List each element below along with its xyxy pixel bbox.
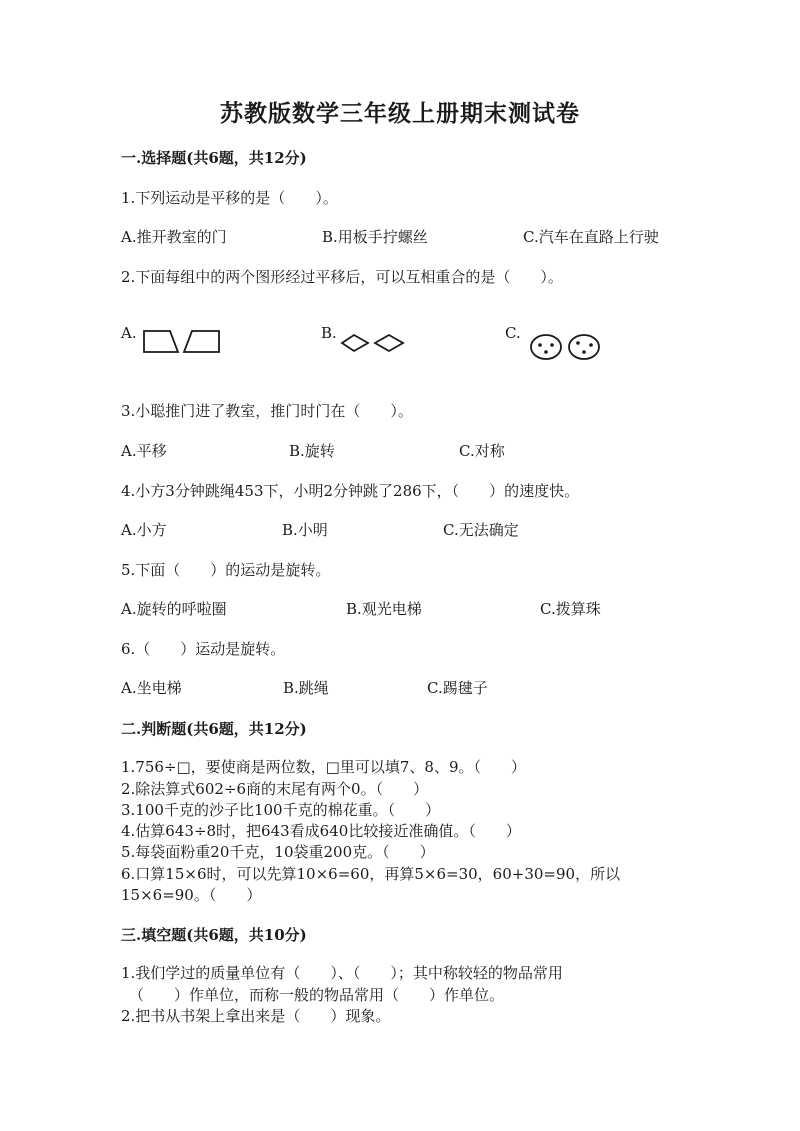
option-a: A.平移 — [121, 442, 167, 460]
question-stem: 2.下面每组中的两个图形经过平移后，可以互相重合的是（ ）。 — [121, 268, 563, 286]
option-b: B.旋转 — [289, 442, 335, 460]
parallelogram-shape — [144, 331, 178, 352]
question-stem: 4.小方3分钟跳绳453下，小明2分钟跳了286下，（ ）的速度快。 — [121, 482, 580, 500]
section-heading-choice: 一.选择题(共6题，共12分) — [121, 149, 307, 167]
option-a: A.小方 — [121, 521, 167, 539]
fill-blank-line: 1.我们学过的质量单位有（ ）、（ ）；其中称较轻的物品常用 — [121, 964, 563, 982]
two-parallelograms-figure — [140, 326, 224, 356]
fill-blank-line: 2.把书从书架上拿出来是（ ）现象。 — [121, 1007, 391, 1025]
option-c: C.拨算珠 — [540, 600, 601, 618]
section-heading-fill-blank: 三.填空题(共6题，共10分) — [121, 926, 307, 944]
page-title: 苏教版数学三年级上册期末测试卷 — [220, 100, 580, 127]
parallelogram-shape — [184, 331, 219, 352]
option-c: C.对称 — [459, 442, 505, 460]
question-stem: 5.下面（ ）的运动是旋转。 — [121, 561, 331, 579]
judgement-line: 15×6=90。（ ） — [121, 886, 262, 904]
option-a: A.旋转的呼啦圈 — [121, 600, 227, 618]
judgement-line: 2.除法算式602÷6商的末尾有两个0。（ ） — [121, 780, 429, 798]
judgement-line: 5.每袋面粉重20千克，10袋重200克。（ ） — [121, 843, 435, 861]
option-a: A.坐电梯 — [121, 679, 182, 697]
option-b: B.小明 — [282, 521, 328, 539]
circle-shape — [531, 335, 561, 359]
question-stem: 1.下列运动是平移的是（ ）。 — [121, 189, 338, 207]
option-b: B. — [321, 324, 337, 342]
option-c: C. — [505, 324, 521, 342]
option-c: C.踢毽子 — [427, 679, 488, 697]
question-stem: 3.小聪推门进了教室，推门时门在（ ）。 — [121, 402, 413, 420]
section-heading-judgement: 二.判断题(共6题，共12分) — [121, 720, 307, 738]
option-b: B.跳绳 — [283, 679, 329, 697]
option-a: A. — [121, 324, 137, 342]
judgement-line: 1.756÷□，要使商是两位数，□里可以填7、8、9。（ ） — [121, 758, 526, 776]
judgement-line: 3.100千克的沙子比100千克的棉花重。（ ） — [121, 801, 441, 819]
option-b: B.用板手拧螺丝 — [322, 228, 428, 246]
rhombus-shape — [375, 335, 403, 351]
circle-shape — [569, 335, 599, 359]
fill-blank-line: （ ）作单位，而称一般的物品常用（ ）作单位。 — [129, 986, 505, 1004]
two-circles-figure — [528, 332, 604, 362]
option-b: B.观光电梯 — [346, 600, 422, 618]
two-rhombuses-figure — [338, 332, 408, 354]
judgement-line: 4.估算643÷8时，把643看成640比较接近准确值。（ ） — [121, 822, 521, 840]
option-c: C.无法确定 — [443, 521, 519, 539]
option-c: C.汽车在直路上行驶 — [523, 228, 659, 246]
judgement-line: 6.口算15×6时，可以先算10×6=60，再算5×6=30，60+30=90，所以 — [121, 865, 621, 883]
question-stem: 6.（ ）运动是旋转。 — [121, 640, 286, 658]
option-a: A.推开教室的门 — [121, 228, 227, 246]
rhombus-shape — [342, 335, 368, 351]
